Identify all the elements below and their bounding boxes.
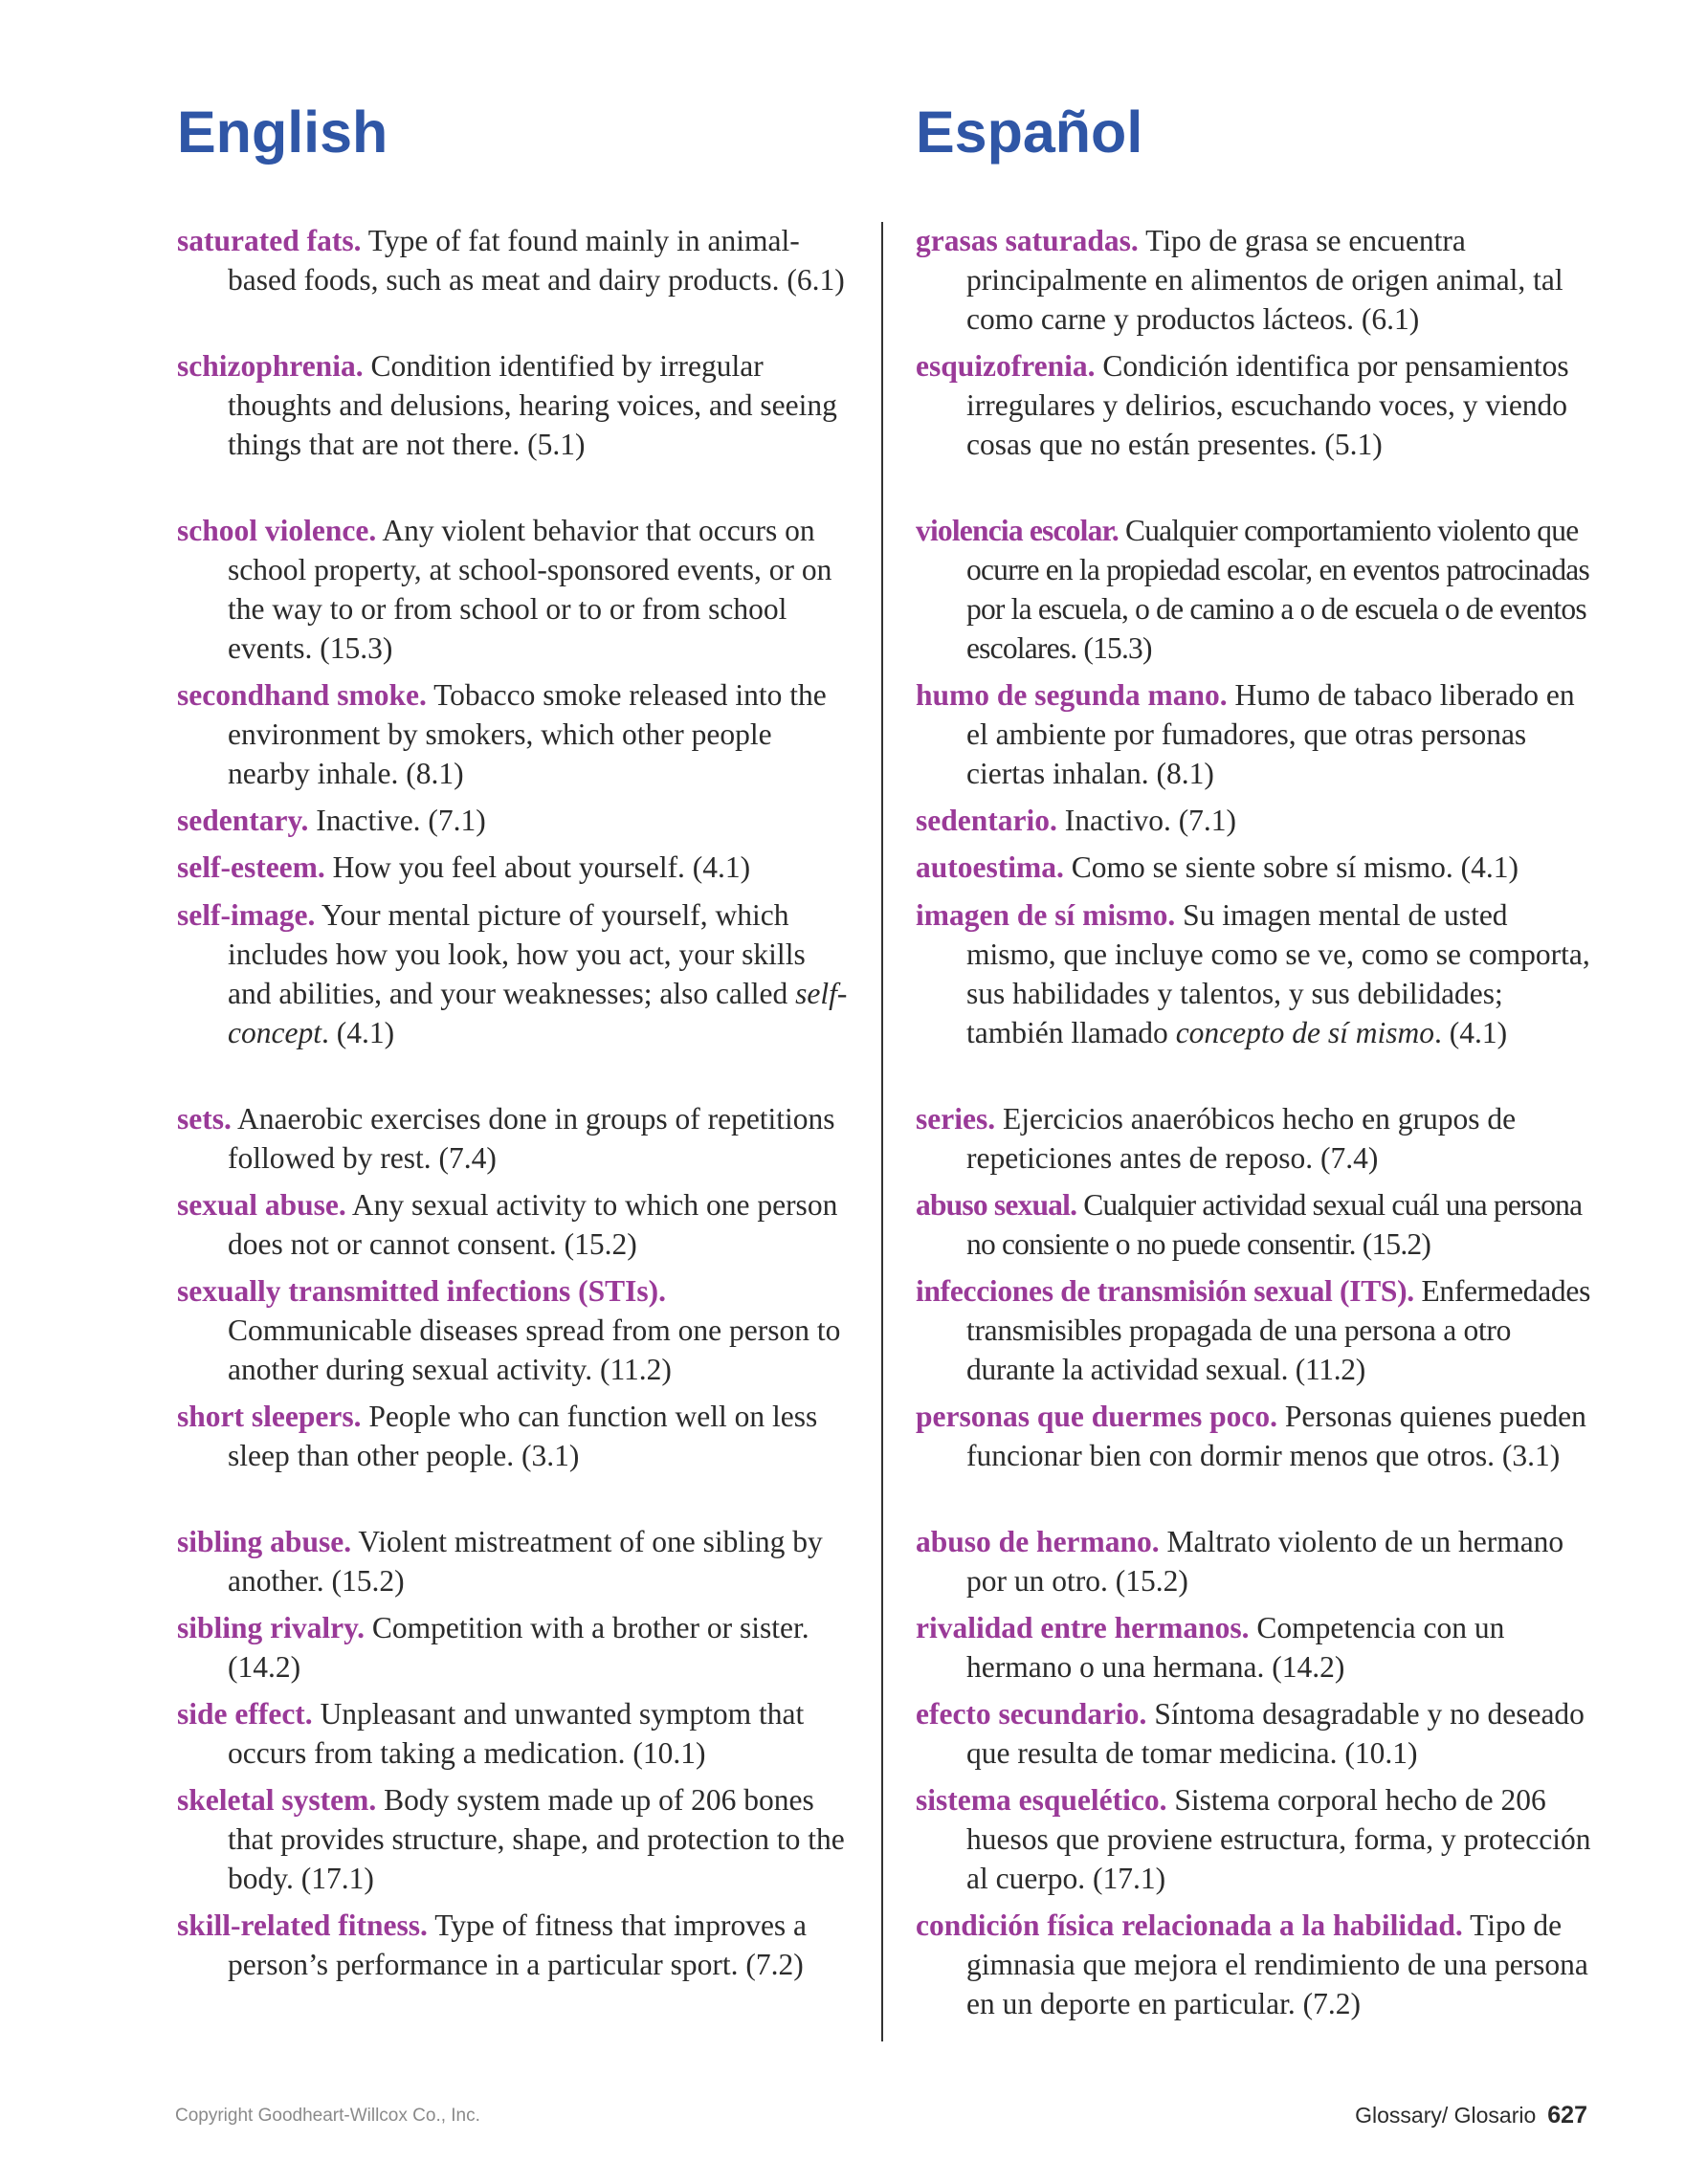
- glossary-term: efecto secundario.: [916, 1697, 1147, 1731]
- glossary-definition: Maltrato violento de un hermano por un otro. (15.2): [966, 1525, 1564, 1598]
- glossary-definition: Tipo de grasa se encuentra principalmente en alimentos de origen animal, tal como carne y productos lácteos. (6.1): [966, 224, 1563, 336]
- glossary-entry-en: [177, 1397, 854, 1475]
- glossary-entry-es: [916, 1522, 1598, 1600]
- glossary-definition: Cualquier actividad sexual cuál una persona no consiente o no puede consentir. (15.2): [966, 1188, 1583, 1261]
- glossary-term: sexually transmitted infections (STIs).: [177, 1274, 666, 1308]
- glossary-term: abuso de hermano.: [916, 1525, 1160, 1558]
- glossary-definition: Violent mistreatment of one sibling by another. (15.2): [228, 1525, 823, 1598]
- glossary-term: secondhand smoke.: [177, 678, 427, 712]
- glossary-entry-es: [916, 221, 1598, 339]
- glossary-entry-en: [177, 1099, 854, 1178]
- glossary-term: rivalidad entre hermanos.: [916, 1611, 1250, 1644]
- glossary-entry-es: [916, 801, 1598, 840]
- glossary-definition: Your mental picture of yourself, which includes how you look, how you act, your skills and abilities, and your weaknesses; also called: [228, 898, 806, 1010]
- glossary-term: self-esteem.: [177, 850, 325, 884]
- glossary-definition: Type of fat found mainly in animal-based foods, such as meat and dairy products. (6.1): [228, 224, 845, 297]
- glossary-term: short sleepers.: [177, 1400, 362, 1433]
- page-number: 627: [1547, 2102, 1587, 2129]
- copyright-notice: Copyright Goodheart-Willcox Co., Inc.: [175, 2106, 480, 2126]
- glossary-definition: Tipo de gimnasia que mejora el rendimiento de una persona en un deporte en particular. (7.2): [966, 1908, 1588, 2020]
- english-heading: English: [177, 99, 388, 165]
- glossary-definition: Condition identified by irregular thoughts and delusions, hearing voices, and seeing things that are not there. (5.1): [228, 349, 837, 461]
- glossary-definition: Síntoma desagradable y no deseado que resulta de tomar medicina. (10.1): [966, 1697, 1585, 1770]
- glossary-definition: Unpleasant and unwanted symptom that occurs from taking a medication. (10.1): [228, 1697, 805, 1770]
- glossary-italic-term: concepto de sí mismo: [1175, 1016, 1435, 1049]
- glossary-term: sedentario.: [916, 804, 1057, 837]
- glossary-definition: Anaerobic exercises done in groups of repetitions followed by rest. (7.4): [228, 1102, 835, 1175]
- glossary-term: school violence.: [177, 514, 377, 547]
- glossary-entry-en: [177, 1780, 854, 1898]
- glossary-term: schizophrenia.: [177, 349, 364, 383]
- glossary-entry-es: [916, 1906, 1598, 2023]
- glossary-entry-es: [916, 1608, 1598, 1687]
- glossary-entry-en: [177, 1522, 854, 1600]
- glossary-entry-en: [177, 346, 854, 464]
- glossary-definition: Su imagen mental de usted mismo, que incluye como se ve, como se comporta, sus habilidades y talentos, y sus debilidades; también llamado: [966, 898, 1590, 1049]
- spanish-heading: Español: [916, 99, 1143, 165]
- glossary-term: violencia escolar.: [916, 514, 1119, 547]
- glossary-term: esquizofrenia.: [916, 349, 1096, 383]
- glossary-term: humo de segunda mano.: [916, 678, 1228, 712]
- glossary-entry-en: [177, 221, 854, 299]
- glossary-entry-es: [916, 511, 1598, 668]
- glossary-entry-en: [177, 848, 854, 887]
- glossary-term: sistema esquelético.: [916, 1783, 1167, 1817]
- glossary-term: personas que duermes poco.: [916, 1400, 1278, 1433]
- glossary-definition: Ejercicios anaeróbicos hecho en grupos de repeticiones antes de reposo. (7.4): [966, 1102, 1517, 1175]
- glossary-term: skill-related fitness.: [177, 1908, 428, 1942]
- glossary-entry-es: [916, 1099, 1598, 1178]
- section-label: Glossary/ Glosario: [1355, 2103, 1537, 2128]
- glossary-term: grasas saturadas.: [916, 224, 1139, 257]
- glossary-entry-es: [916, 1185, 1598, 1264]
- glossary-entry-en: [177, 1694, 854, 1773]
- glossary-entry-en: [177, 895, 854, 1052]
- glossary-term: sedentary.: [177, 804, 309, 837]
- glossary-entry-es: [916, 848, 1598, 887]
- glossary-term: saturated fats.: [177, 224, 362, 257]
- glossary-definition: Condición identifica por pensamientos irregulares y delirios, escuchando voces, y viendo cosas que no están presentes. (5.1): [966, 349, 1569, 461]
- column-divider: [881, 222, 883, 2041]
- glossary-term: sibling rivalry.: [177, 1611, 366, 1644]
- glossary-term: autoestima.: [916, 850, 1064, 884]
- glossary-definition: Personas quienes pueden funcionar bien con dormir menos que otros. (3.1): [966, 1400, 1586, 1472]
- glossary-entry-es: [916, 1780, 1598, 1898]
- glossary-entry-es: [916, 675, 1598, 793]
- glossary-definition-end: . (4.1): [1434, 1016, 1508, 1049]
- glossary-definition: Inactivo. (7.1): [1056, 804, 1237, 837]
- glossary-term: series.: [916, 1102, 996, 1136]
- page-footer: [1355, 2102, 1587, 2129]
- glossary-definition-end: . (4.1): [321, 1016, 395, 1049]
- glossary-term: infecciones de transmisión sexual (ITS).: [916, 1274, 1414, 1308]
- glossary-definition: Sistema corporal hecho de 206 huesos que proviene estructura, forma, y protección al cuerpo. (17.1): [966, 1783, 1591, 1895]
- glossary-definition: Body system made up of 206 bones that provides structure, shape, and protection to the body. (17.1): [228, 1783, 845, 1895]
- glossary-term: side effect.: [177, 1697, 313, 1731]
- glossary-entry-es: [916, 1397, 1598, 1475]
- glossary-entry-en: [177, 1185, 854, 1264]
- glossary-definition: Competition with a brother or sister. (14.2): [228, 1611, 809, 1684]
- glossary-definition: Tobacco smoke released into the environment by smokers, which other people nearby inhale. (8.1): [228, 678, 827, 790]
- glossary-italic-term: self-concept: [228, 977, 848, 1049]
- glossary-entry-en: [177, 1608, 854, 1687]
- glossary-definition: Enfermedades transmisibles propagada de una persona a otro durante la actividad sexual. (11.2): [966, 1274, 1591, 1386]
- glossary-entry-en: [177, 1271, 854, 1389]
- glossary-entry-es: [916, 895, 1598, 1052]
- glossary-term: imagen de sí mismo.: [916, 898, 1176, 932]
- glossary-entry-es: [916, 1694, 1598, 1773]
- glossary-entry-en: [177, 511, 854, 668]
- glossary-definition: People who can function well on less sleep than other people. (3.1): [228, 1400, 818, 1472]
- glossary-entry-en: [177, 801, 854, 840]
- glossary-definition: Any sexual activity to which one person does not or cannot consent. (15.2): [228, 1188, 838, 1261]
- glossary-definition: Any violent behavior that occurs on school property, at school-sponsored events, or on the way to or from school or to or from school events. (15.3): [228, 514, 832, 665]
- glossary-term: sibling abuse.: [177, 1525, 352, 1558]
- glossary-definition: Type of fitness that improves a person’s performance in a particular sport. (7.2): [228, 1908, 808, 1981]
- glossary-entry-en: [177, 1906, 854, 1984]
- glossary-entry-es: [916, 1271, 1598, 1389]
- glossary-definition: How you feel about yourself. (4.1): [324, 850, 751, 884]
- glossary-entry-es: [916, 346, 1598, 464]
- glossary-entry-en: [177, 675, 854, 793]
- glossary-term: sets.: [177, 1102, 232, 1136]
- glossary-definition: Communicable diseases spread from one person to another during sexual activity. (11.2): [228, 1313, 841, 1386]
- glossary-definition: Como se siente sobre sí mismo. (4.1): [1063, 850, 1519, 884]
- glossary-term: sexual abuse.: [177, 1188, 346, 1222]
- glossary-definition: Inactive. (7.1): [308, 804, 486, 837]
- glossary-term: skeletal system.: [177, 1783, 377, 1817]
- glossary-term: condición física relacionada a la habilidad.: [916, 1908, 1463, 1942]
- glossary-term: self-image.: [177, 898, 316, 932]
- glossary-definition: Competencia con un hermano o una hermana. (14.2): [966, 1611, 1505, 1684]
- glossary-term: abuso sexual.: [916, 1188, 1077, 1222]
- glossary-definition: Cualquier comportamiento violento que ocurre en la propiedad escolar, en eventos patrocinadas por la escuela, o de camino a o de escuela o de eventos escolares. (15.3): [966, 514, 1589, 665]
- glossary-definition: Humo de tabaco liberado en el ambiente por fumadores, que otras personas ciertas inhalan. (8.1): [966, 678, 1575, 790]
